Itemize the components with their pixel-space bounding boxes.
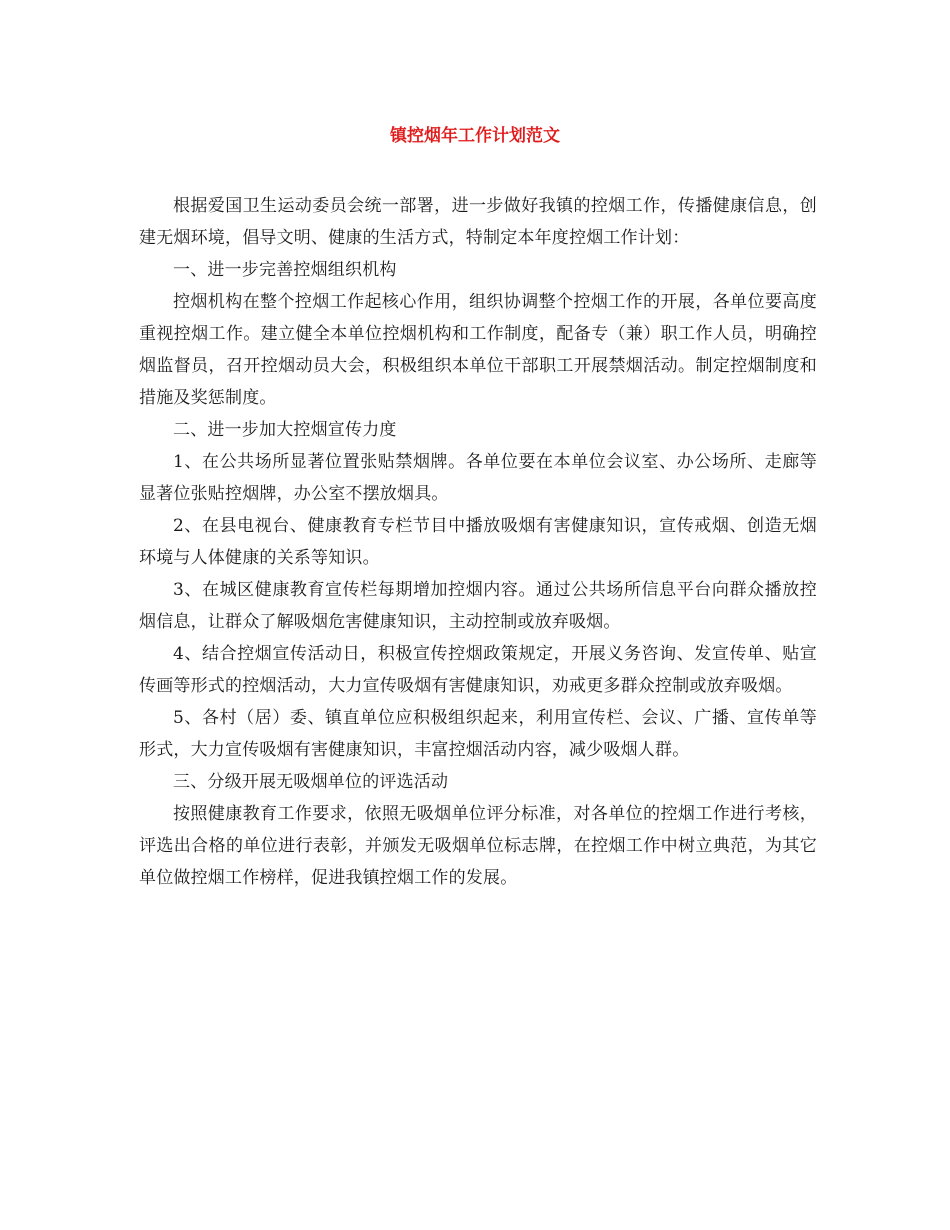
list-item-2: 2、在县电视台、健康教育专栏节目中播放吸烟有害健康知识，宣传戒烟、创造无烟环境与人体健康的关系等知识。 — [139, 516, 817, 568]
paragraph-section-1: 控烟机构在整个控烟工作起核心作用，组织协调整个控烟工作的开展，各单位要高度重视控烟工作。建立健全本单位控烟机构和工作制度，配备专（兼）职工作人员，明确控烟监督员，召开控烟动员大会，积极组织本单位干部职工开展禁烟活动。制定控烟制度和措施及奖惩制度。 — [139, 292, 817, 408]
list-item-1: 1、在公共场所显著位置张贴禁烟牌。各单位要在本单位会议室、办公场所、走廊等显著位张贴控烟牌，办公室不摆放烟具。 — [139, 452, 817, 504]
paragraph-intro: 根据爱国卫生运动委员会统一部署，进一步做好我镇的控烟工作，传播健康信息，创建无烟环境，倡导文明、健康的生活方式，特制定本年度控烟工作计划： — [139, 196, 817, 248]
document-body — [139, 190, 817, 894]
document-title: 镇控烟年工作计划范文 — [390, 126, 560, 146]
section-heading-2: 二、进一步加大控烟宣传力度 — [173, 420, 397, 440]
list-item-5: 5、各村（居）委、镇直单位应积极组织起来，利用宣传栏、会议、广播、宣传单等形式，大力宣传吸烟有害健康知识，丰富控烟活动内容，减少吸烟人群。 — [139, 708, 817, 760]
paragraph-section-3: 按照健康教育工作要求，依照无吸烟单位评分标准，对各单位的控烟工作进行考核，评选出合格的单位进行表彰，并颁发无吸烟单位标志牌，在控烟工作中树立典范，为其它单位做控烟工作榜样，促进我镇控烟工作的发展。 — [139, 804, 817, 888]
list-item-4: 4、结合控烟宣传活动日，积极宣传控烟政策规定，开展义务咨询、发宣传单、贴宣传画等形式的控烟活动，大力宣传吸烟有害健康知识，劝戒更多群众控制或放弃吸烟。 — [139, 644, 817, 696]
section-heading-3: 三、分级开展无吸烟单位的评选活动 — [173, 772, 449, 792]
section-heading-1: 一、进一步完善控烟组织机构 — [173, 260, 397, 280]
list-item-3: 3、在城区健康教育宣传栏每期增加控烟内容。通过公共场所信息平台向群众播放控烟信息，让群众了解吸烟危害健康知识，主动控制或放弃吸烟。 — [139, 580, 817, 632]
